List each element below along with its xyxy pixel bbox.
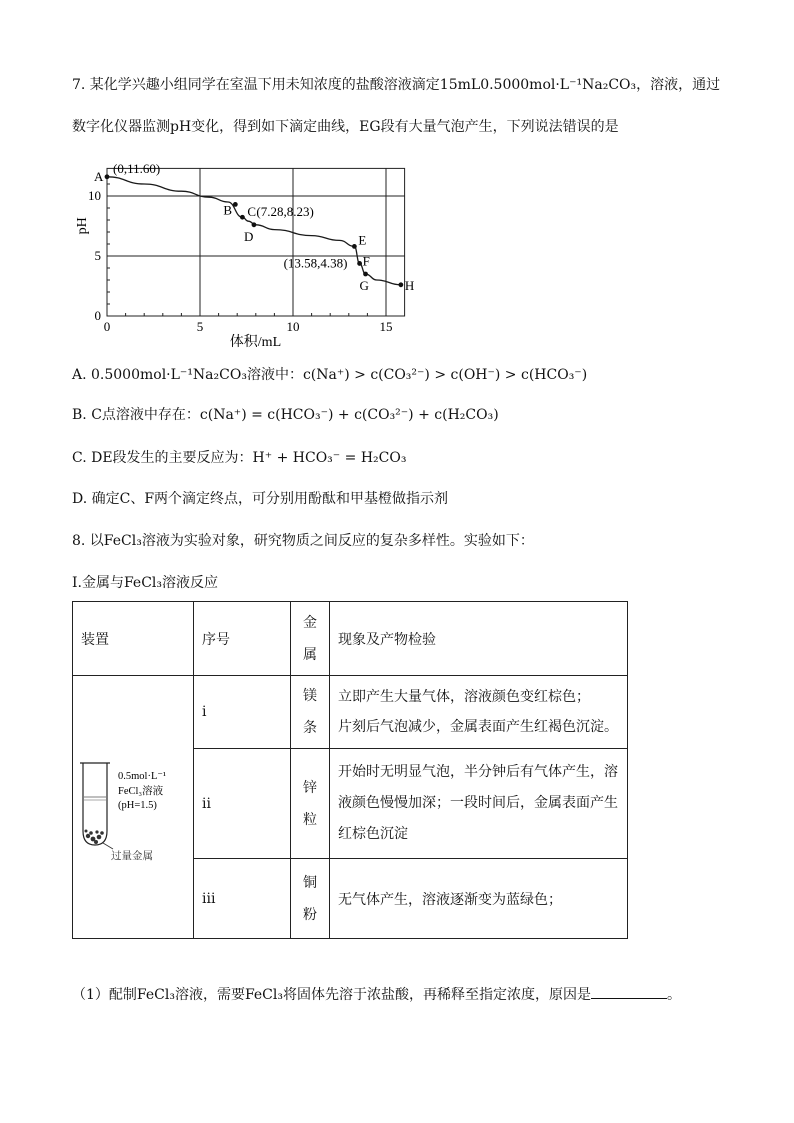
point-label-D: D xyxy=(243,228,254,244)
row-number: ii xyxy=(194,749,291,859)
apparatus-metal: 过量金属 xyxy=(111,851,153,862)
x-axis-label: 体积/mL xyxy=(229,335,282,350)
point-D xyxy=(252,222,257,227)
point-label-H: H xyxy=(404,277,415,293)
row-metal: 铜 粉 xyxy=(291,859,330,939)
option-b: B. C点溶液中存在：c(Na⁺) = c(HCO₃⁻) + c(CO₃²⁻) + c(H₂CO₃) xyxy=(72,407,499,423)
x-tick-label: 15 xyxy=(379,319,393,334)
answer-blank[interactable] xyxy=(591,984,667,999)
header-observation: 现象及产物检验 xyxy=(330,602,628,676)
row-observation: 开始时无明显气泡，半分钟后有气体产生，溶 液颜色慢慢加深；一段时间后，金属表面产生 红棕色沉淀 xyxy=(330,749,628,859)
q7-line1: 7. 某化学兴趣小组同学在室温下用未知浓度的盐酸溶液滴定15mL0.5000mol·L⁻¹Na₂CO₃，溶液，通过 xyxy=(72,77,721,93)
apparatus-solution: FeCl₃溶液 xyxy=(118,786,164,797)
point-C xyxy=(240,215,245,220)
option-d: D. 确定C、F两个滴定终点，可分别用酚酞和甲基橙做指示剂 xyxy=(72,491,449,507)
apparatus-conc: 0.5mol·L⁻¹ xyxy=(118,771,167,782)
chart-marks xyxy=(94,161,414,293)
experiment-table xyxy=(72,601,628,939)
row-number: iii xyxy=(194,859,291,939)
y-axis-label: pH xyxy=(75,217,90,235)
q8-section: Ⅰ.金属与FeCl₃溶液反应 xyxy=(72,575,219,591)
y-tick-label: 5 xyxy=(94,248,101,263)
point-coord-C: (7.28,8.23) xyxy=(256,204,314,220)
test-tube-diagram xyxy=(73,745,191,865)
q7-line2: 数字化仪器监测pH变化，得到如下滴定曲线，EG段有大量气泡产生，下列说法错误的是 xyxy=(72,119,619,135)
point-E xyxy=(352,244,357,249)
point-label-C: C xyxy=(247,204,257,220)
ph-curve xyxy=(107,177,401,285)
row-observation: 立即产生大量气体，溶液颜色变红棕色； 片刻后气泡减少，金属表面产生红褐色沉淀。 xyxy=(330,676,628,749)
point-B xyxy=(233,202,238,207)
point-label-G: G xyxy=(359,278,369,293)
y-tick-label: 10 xyxy=(88,188,101,203)
row-number: i xyxy=(194,676,291,749)
row-metal: 锌 粒 xyxy=(291,749,330,859)
point-label-E: E xyxy=(358,232,367,248)
point-coord-F: (13.58,4.38) xyxy=(283,255,348,271)
apparatus-cell xyxy=(73,676,194,939)
q8-line1: 8. 以FeCl₃溶液为实验对象，研究物质之间反应的复杂多样性。实验如下： xyxy=(72,533,534,549)
point-label-B: B xyxy=(223,202,233,218)
header-apparatus: 装置 xyxy=(73,602,194,676)
point-A xyxy=(105,174,110,179)
table-header-row xyxy=(73,602,628,676)
row-observation: 无气体产生，溶液逐渐变为蓝绿色； xyxy=(330,859,628,939)
header-metal: 金 属 xyxy=(291,602,330,676)
row-metal: 镁 条 xyxy=(291,676,330,749)
x-tick-label: 10 xyxy=(286,319,300,334)
option-a: A. 0.5000mol·L⁻¹Na₂CO₃溶液中：c(Na⁺) > c(CO₃²⁻) > c(OH⁻) > c(HCO₃⁻) xyxy=(72,367,588,383)
titration-chart xyxy=(0,140,794,370)
table-row xyxy=(73,676,628,749)
header-number: 序号 xyxy=(194,602,291,676)
option-c: C. DE段发生的主要反应为：H⁺ + HCO₃⁻ = H₂CO₃ xyxy=(72,450,407,466)
point-coord-A: (0,11.60) xyxy=(113,160,161,176)
q8-sub1: （1）配制FeCl₃溶液，需要FeCl₃将固体先溶于浓盐酸，再稀释至指定浓度，原因是 。 xyxy=(72,984,681,1004)
point-F xyxy=(357,261,362,266)
point-G xyxy=(363,272,368,277)
x-tick-label: 0 xyxy=(103,319,111,334)
y-tick-label: 0 xyxy=(94,308,101,323)
point-H xyxy=(398,282,403,287)
point-label-A: A xyxy=(94,168,104,184)
apparatus-ph: (pH=1.5) xyxy=(118,800,157,811)
x-tick-label: 5 xyxy=(196,319,204,334)
point-label-F: F xyxy=(362,253,370,269)
